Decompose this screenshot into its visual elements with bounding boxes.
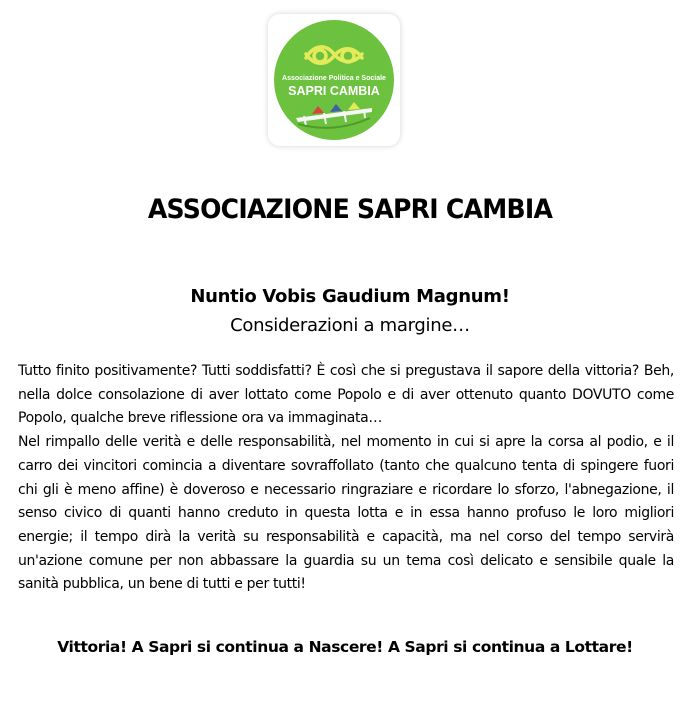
article-subheadline: Considerazioni a margine… xyxy=(230,315,470,336)
article-body xyxy=(18,360,674,597)
logo-subtitle: Associazione Politica e Sociale xyxy=(282,75,386,82)
article-paragraph: Nel rimpallo delle verità e delle responsabilità, nel momento in cui si apre la corsa al podio, e il carro dei vincitori comincia a diventare sovraffollato (tanto che qualcuno tenta di spingere fuori chi gli è meno affine) è doveroso e necessario ringraziare e ricordare lo sforzo, l'abnegazione, il senso civico di quanti hanno creduto in questa lotta e in essa hanno profuso le loro migliori energie; il tempo dirà la verità su responsabilità e capacità, ma nel corso del tempo servirà un'azione comune per non abbassare la guardia su un tema così delicato e sensibile quale la sanità pubblica, un bene di tutti e per tutti! xyxy=(18,434,674,593)
logo-image xyxy=(268,14,400,146)
logo-badge xyxy=(268,14,400,146)
article-headline: Nuntio Vobis Gaudium Magnum! xyxy=(190,286,510,307)
article-closing: Vittoria! A Sapri si continua a Nascere! A Sapri si continua a Lottare! xyxy=(57,638,633,656)
logo-name: SAPRI CAMBIA xyxy=(288,84,380,98)
article-paragraph: Tutto finito positivamente? Tutti soddisfatti? È così che si pregustava il sapore della vittoria? Beh, nella dolce consolazione di aver lottato come Popolo e di aver ottenuto quanto DOVUTO come Popolo, qualche breve riflessione ora va immaginata… xyxy=(18,363,674,427)
page-title: ASSOCIAZIONE SAPRI CAMBIA xyxy=(147,194,553,225)
